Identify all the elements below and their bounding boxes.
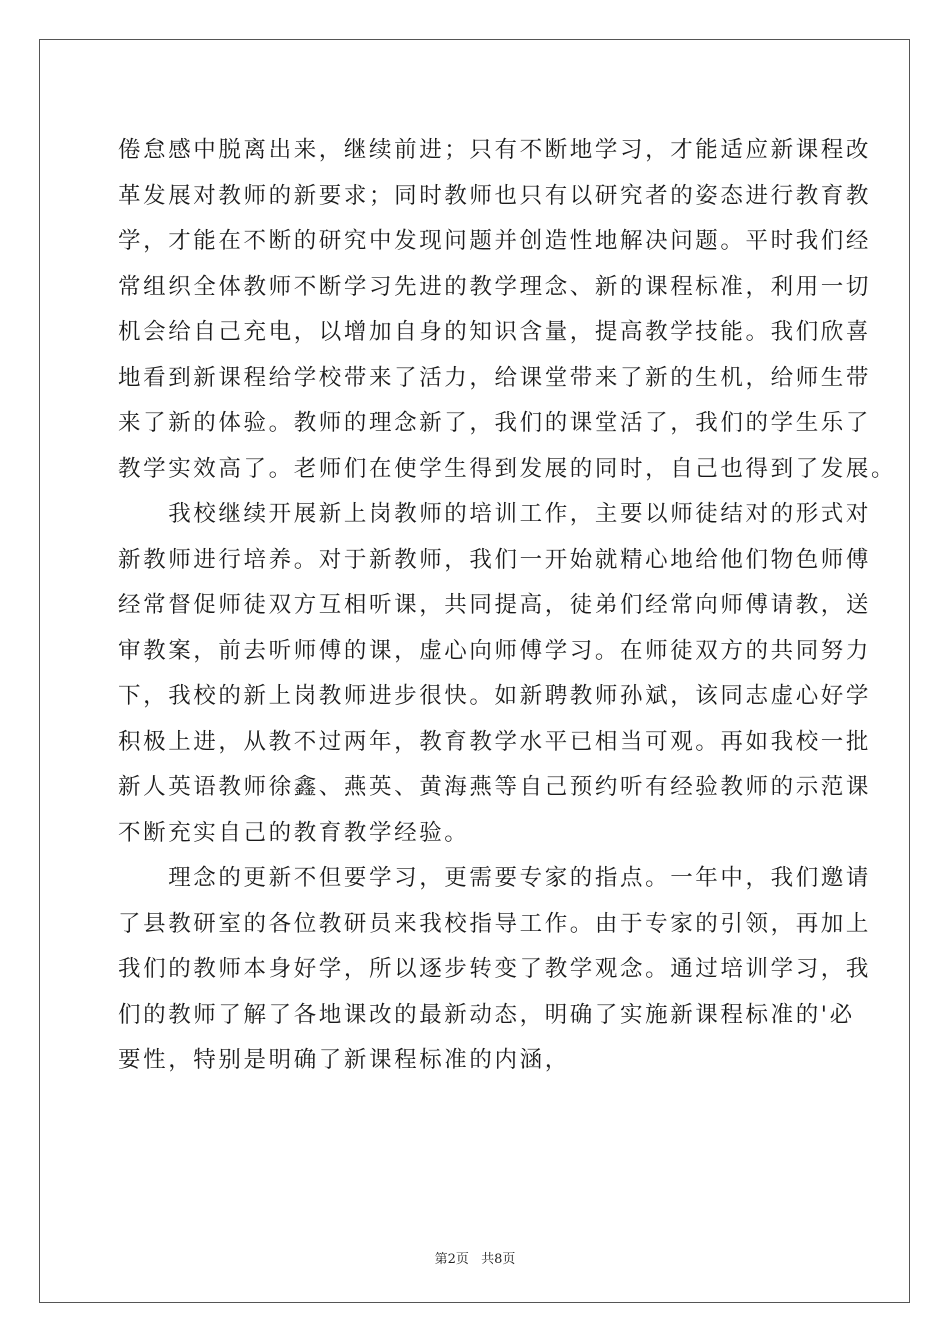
paragraph-line: 常组织全体教师不断学习先进的教学理念、新的课程标准，利用一切 xyxy=(118,273,872,300)
paragraph-line: 新教师进行培养。对于新教师，我们一开始就精心地给他们物色师傅 xyxy=(118,546,872,573)
paragraph-line: 我们的教师本身好学，所以逐步转变了教学观念。通过培训学习，我 xyxy=(118,956,872,982)
paragraph-line: 新人英语教师徐鑫、燕英、黄海燕等自己预约听有经验教师的示范课 xyxy=(118,774,872,800)
page-footer xyxy=(0,1248,950,1267)
paragraph-line: 我校继续开展新上岗教师的培训工作，主要以师徒结对的形式对 xyxy=(118,501,872,527)
paragraph-line: 了县教研室的各位教研员来我校指导工作。由于专家的引领，再加上 xyxy=(118,910,872,937)
paragraph-line: 机会给自己充电，以增加自身的知识含量，提高教学技能。我们欣喜 xyxy=(118,319,872,345)
paragraph-line: 审教案，前去听师傅的课，虚心向师傅学习。在师徒双方的共同努力 xyxy=(118,637,872,664)
total-pages: 共8页 xyxy=(481,1252,516,1267)
paragraph-line: 不断充实自己的教育教学经验。 xyxy=(118,819,470,846)
paragraph-line: 来了新的体验。教师的理念新了，我们的课堂活了，我们的学生乐了 xyxy=(118,410,872,436)
paragraph-line: 革发展对教师的新要求；同时教师也只有以研究者的姿态进行教育教 xyxy=(118,182,872,209)
paragraph-line: 地看到新课程给学校带来了活力，给课堂带来了新的生机，给师生带 xyxy=(118,364,872,391)
paragraph-line: 经常督促师徒双方互相听课，共同提高，徒弟们经常向师傅请教，送 xyxy=(118,592,872,618)
document-body xyxy=(118,128,897,1084)
paragraph-line: 倦怠感中脱离出来，继续前进；只有不断地学习，才能适应新课程改 xyxy=(118,137,872,163)
current-page-number: 第2页 xyxy=(434,1252,469,1267)
paragraph-line: 理念的更新不但要学习，更需要专家的指点。一年中，我们邀请 xyxy=(118,865,872,891)
paragraph-line: 积极上进，从教不过两年，教育教学水平已相当可观。再如我校一批 xyxy=(118,728,872,755)
paragraph-line: 教学实效高了。老师们在使学生得到发展的同时，自己也得到了发展。 xyxy=(118,455,897,482)
paragraph-line: 下，我校的新上岗教师进步很快。如新聘教师孙斌，该同志虚心好学 xyxy=(118,683,872,709)
paragraph-line: 学，才能在不断的研究中发现问题并创造性地解决问题。平时我们经 xyxy=(118,228,872,254)
paragraph-line: 要性，特别是明确了新课程标准的内涵， xyxy=(118,1047,570,1073)
paragraph-line: 们的教师了解了各地课改的最新动态，明确了实施新课程标准的'必 xyxy=(118,1001,855,1028)
